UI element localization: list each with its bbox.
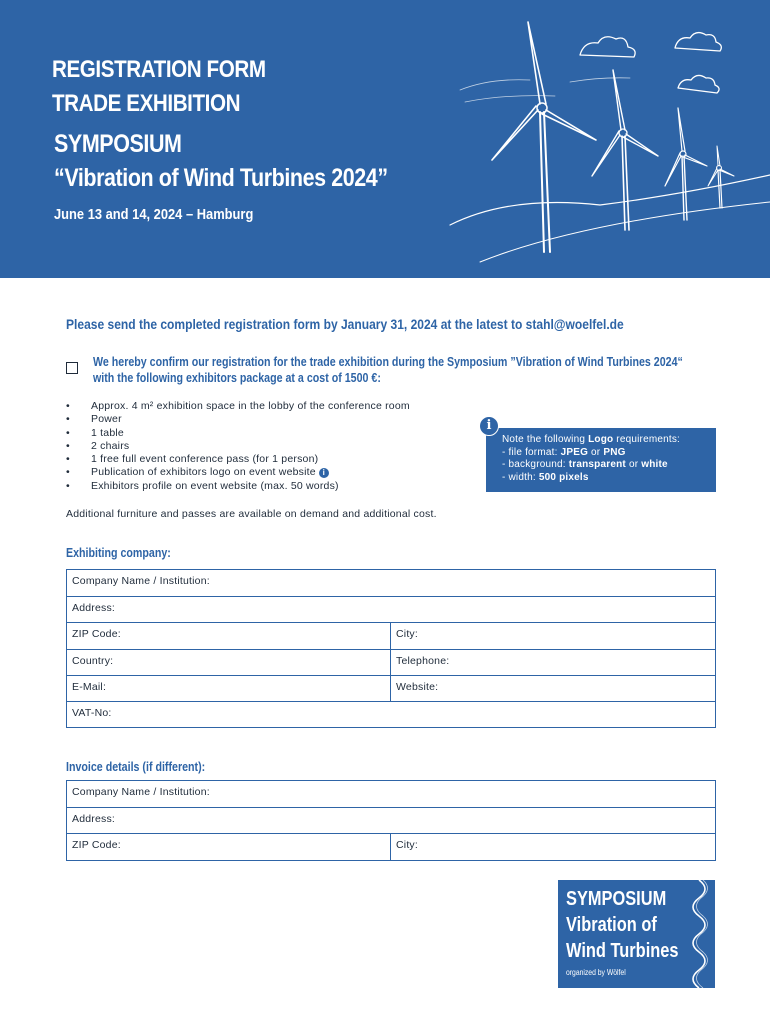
form-row bbox=[67, 701, 715, 727]
logo-requirements-box bbox=[486, 428, 716, 492]
logo-requirements-background: - background: transparent or white bbox=[502, 459, 668, 471]
logo-requirements-width: - width: 500 pixels bbox=[502, 471, 589, 483]
list-item: • Publication of exhibitors logo on event website i bbox=[66, 466, 410, 479]
title-symposium: SYMPOSIUM bbox=[54, 130, 182, 158]
badge-line-2: Vibration of bbox=[566, 914, 657, 936]
country-field[interactable]: Country: bbox=[67, 650, 391, 675]
list-item: • 1 table bbox=[66, 427, 410, 440]
symposium-logo-badge bbox=[558, 880, 715, 988]
form-row bbox=[67, 675, 715, 701]
badge-title: SYMPOSIUM bbox=[566, 888, 667, 910]
address-field[interactable]: Address: bbox=[72, 602, 116, 615]
event-date: June 13 and 14, 2024 – Hamburg bbox=[54, 206, 254, 223]
website-field[interactable]: Website: bbox=[396, 680, 439, 693]
invoice-zip-code-field[interactable]: ZIP Code: bbox=[67, 834, 391, 859]
list-item: • Exhibitors profile on event website (max. 50 words) bbox=[66, 480, 410, 493]
info-icon: i bbox=[479, 416, 499, 436]
invoice-address-field[interactable]: Address: bbox=[72, 813, 116, 826]
email-field[interactable]: E-Mail: bbox=[67, 676, 391, 701]
form-row bbox=[67, 807, 715, 833]
submission-instruction: Please send the completed registration form by January 31, 2024 at the latest to stahl@woelfel.de bbox=[66, 316, 624, 332]
telephone-field[interactable]: Telephone: bbox=[396, 654, 450, 667]
title-event-name: “Vibration of Wind Turbines 2024” bbox=[54, 164, 388, 192]
list-item: • Approx. 4 m² exhibition space in the lobby of the conference room bbox=[66, 400, 410, 413]
info-icon: i bbox=[319, 468, 329, 478]
title-trade-exhibition: TRADE EXHIBITION bbox=[52, 90, 241, 117]
title-registration-form: REGISTRATION FORM bbox=[52, 56, 266, 83]
registration-confirm-text bbox=[93, 354, 683, 386]
logo-requirements-intro: Note the following Logo requirements: bbox=[502, 434, 681, 445]
registration-confirm-checkbox[interactable] bbox=[66, 362, 78, 374]
list-item: • 2 chairs bbox=[66, 440, 410, 453]
header-banner bbox=[0, 0, 770, 278]
exhibiting-company-form bbox=[66, 569, 716, 728]
additional-note: Additional furniture and passes are available on demand and additional cost. bbox=[66, 508, 437, 520]
form-row bbox=[67, 622, 715, 648]
package-items-list bbox=[66, 400, 410, 493]
list-item: • 1 free full event conference pass (for 1 person) bbox=[66, 453, 410, 466]
wave-icon bbox=[685, 880, 713, 988]
list-item: • Power bbox=[66, 413, 410, 426]
city-field[interactable]: City: bbox=[396, 628, 418, 641]
invoice-city-field[interactable]: City: bbox=[396, 839, 418, 852]
badge-line-3: Wind Turbines bbox=[566, 940, 679, 962]
vat-number-field[interactable]: VAT-No: bbox=[72, 706, 112, 719]
exhibiting-company-title: Exhibiting company: bbox=[66, 545, 171, 560]
confirm-line-1: We hereby confirm our registration for the trade exhibition during the Symposium ”Vibration of Wind Turbines 2024“ bbox=[93, 354, 683, 369]
wind-turbines-illustration bbox=[420, 0, 770, 278]
confirm-line-2: with the following exhibitors package at a cost of 1500 €: bbox=[93, 370, 381, 385]
zip-code-field[interactable]: ZIP Code: bbox=[67, 623, 391, 648]
form-row bbox=[67, 570, 715, 596]
invoice-details-form bbox=[66, 780, 716, 861]
form-row bbox=[67, 833, 715, 859]
logo-requirements-format: - file format: JPEG or PNG bbox=[502, 446, 626, 458]
form-row bbox=[67, 596, 715, 622]
badge-organizer: organized by Wölfel bbox=[566, 968, 626, 977]
form-row bbox=[67, 649, 715, 675]
invoice-company-name-field[interactable]: Company Name / Institution: bbox=[72, 786, 210, 798]
form-row bbox=[67, 781, 715, 807]
company-name-field[interactable]: Company Name / Institution: bbox=[72, 575, 210, 587]
invoice-details-title: Invoice details (if different): bbox=[66, 759, 206, 774]
